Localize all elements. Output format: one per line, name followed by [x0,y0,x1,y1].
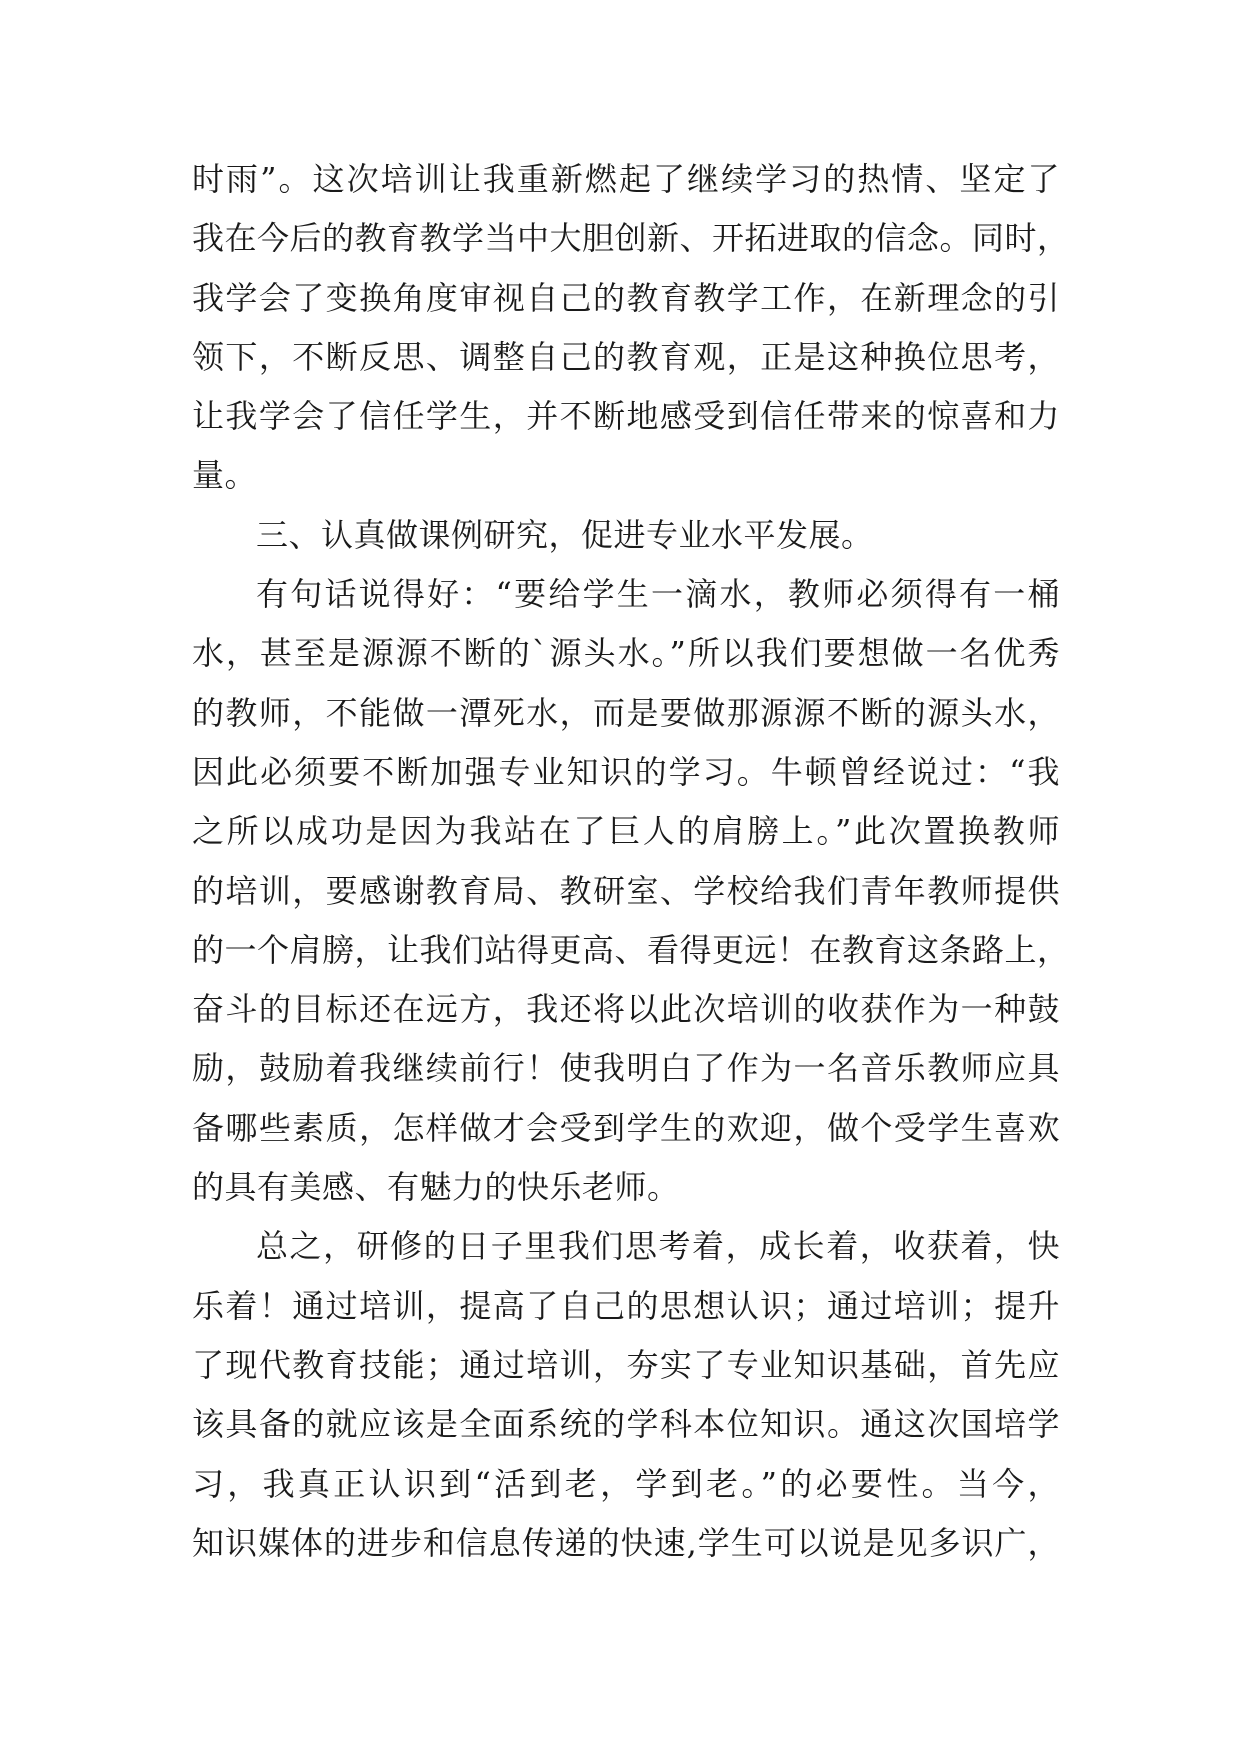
text-line: 该具备的就应该是全面系统的学科本位知识。通这次国培学 [192,1405,1060,1444]
text-line: 的一个肩膀，让我们站得更高、看得更远！在教育这条路上， [192,930,1070,969]
text-line: 乐着！通过培训，提高了自己的思想认识；通过培训；提升 [192,1286,1060,1325]
text-line: 的培训，要感谢教育局、教研室、学校给我们青年教师提供 [192,871,1060,910]
text-line: 因此必须要不断加强专业知识的学习。牛顿曾经说过：“我 [192,752,1060,791]
text-line: 我在今后的教育教学当中大胆创新、开拓进取的信念。同时， [192,219,1070,258]
text-line: 时雨”。这次培训让我重新燃起了继续学习的热情、坚定了 [192,160,1060,198]
text-line: 的教师，不能做一潭死水，而是要做那源源不断的源头水， [192,693,1060,732]
section-heading: 三、认真做课例研究，促进专业水平发展。 [256,515,874,554]
text-line: 备哪些素质，怎样做才会受到学生的欢迎，做个受学生喜欢 [192,1108,1060,1147]
text-line: 的具有美感、有魅力的快乐老师。 [192,1168,680,1207]
document-body [192,150,1070,1573]
text-line: 领下，不断反思、调整自己的教育观，正是这种换位思考， [192,337,1060,376]
text-line: 了现代教育技能；通过培训，夯实了专业知识基础，首先应 [192,1345,1060,1384]
text-line: 让我学会了信任学生，并不断地感受到信任带来的惊喜和力 [192,397,1060,436]
text-line: 之所以成功是因为我站在了巨人的肩膀上。”此次置换教师 [192,812,1060,851]
paragraph-first-line: 有句话说得好：“要给学生一滴水，教师必须得有一桶 [256,575,1060,614]
text-line: 我学会了变换角度审视自己的教育教学工作，在新理念的引 [192,278,1060,317]
text-line: 水，甚至是源源不断的`源头水。”所以我们要想做一名优秀 [192,634,1060,673]
text-line: 奋斗的目标还在远方，我还将以此次培训的收获作为一种鼓 [192,990,1060,1029]
text-line: 量。 [192,456,258,495]
text-line: 励，鼓励着我继续前行！使我明白了作为一名音乐教师应具 [192,1049,1060,1088]
paragraph-first-line: 总之，研修的日子里我们思考着，成长着，收获着，快 [256,1227,1060,1266]
text-line: 习，我真正认识到“活到老，学到老。”的必要性。当今， [192,1464,1060,1503]
text-line: 知识媒体的进步和信息传递的快速,学生可以说是见多识广， [192,1523,1060,1562]
